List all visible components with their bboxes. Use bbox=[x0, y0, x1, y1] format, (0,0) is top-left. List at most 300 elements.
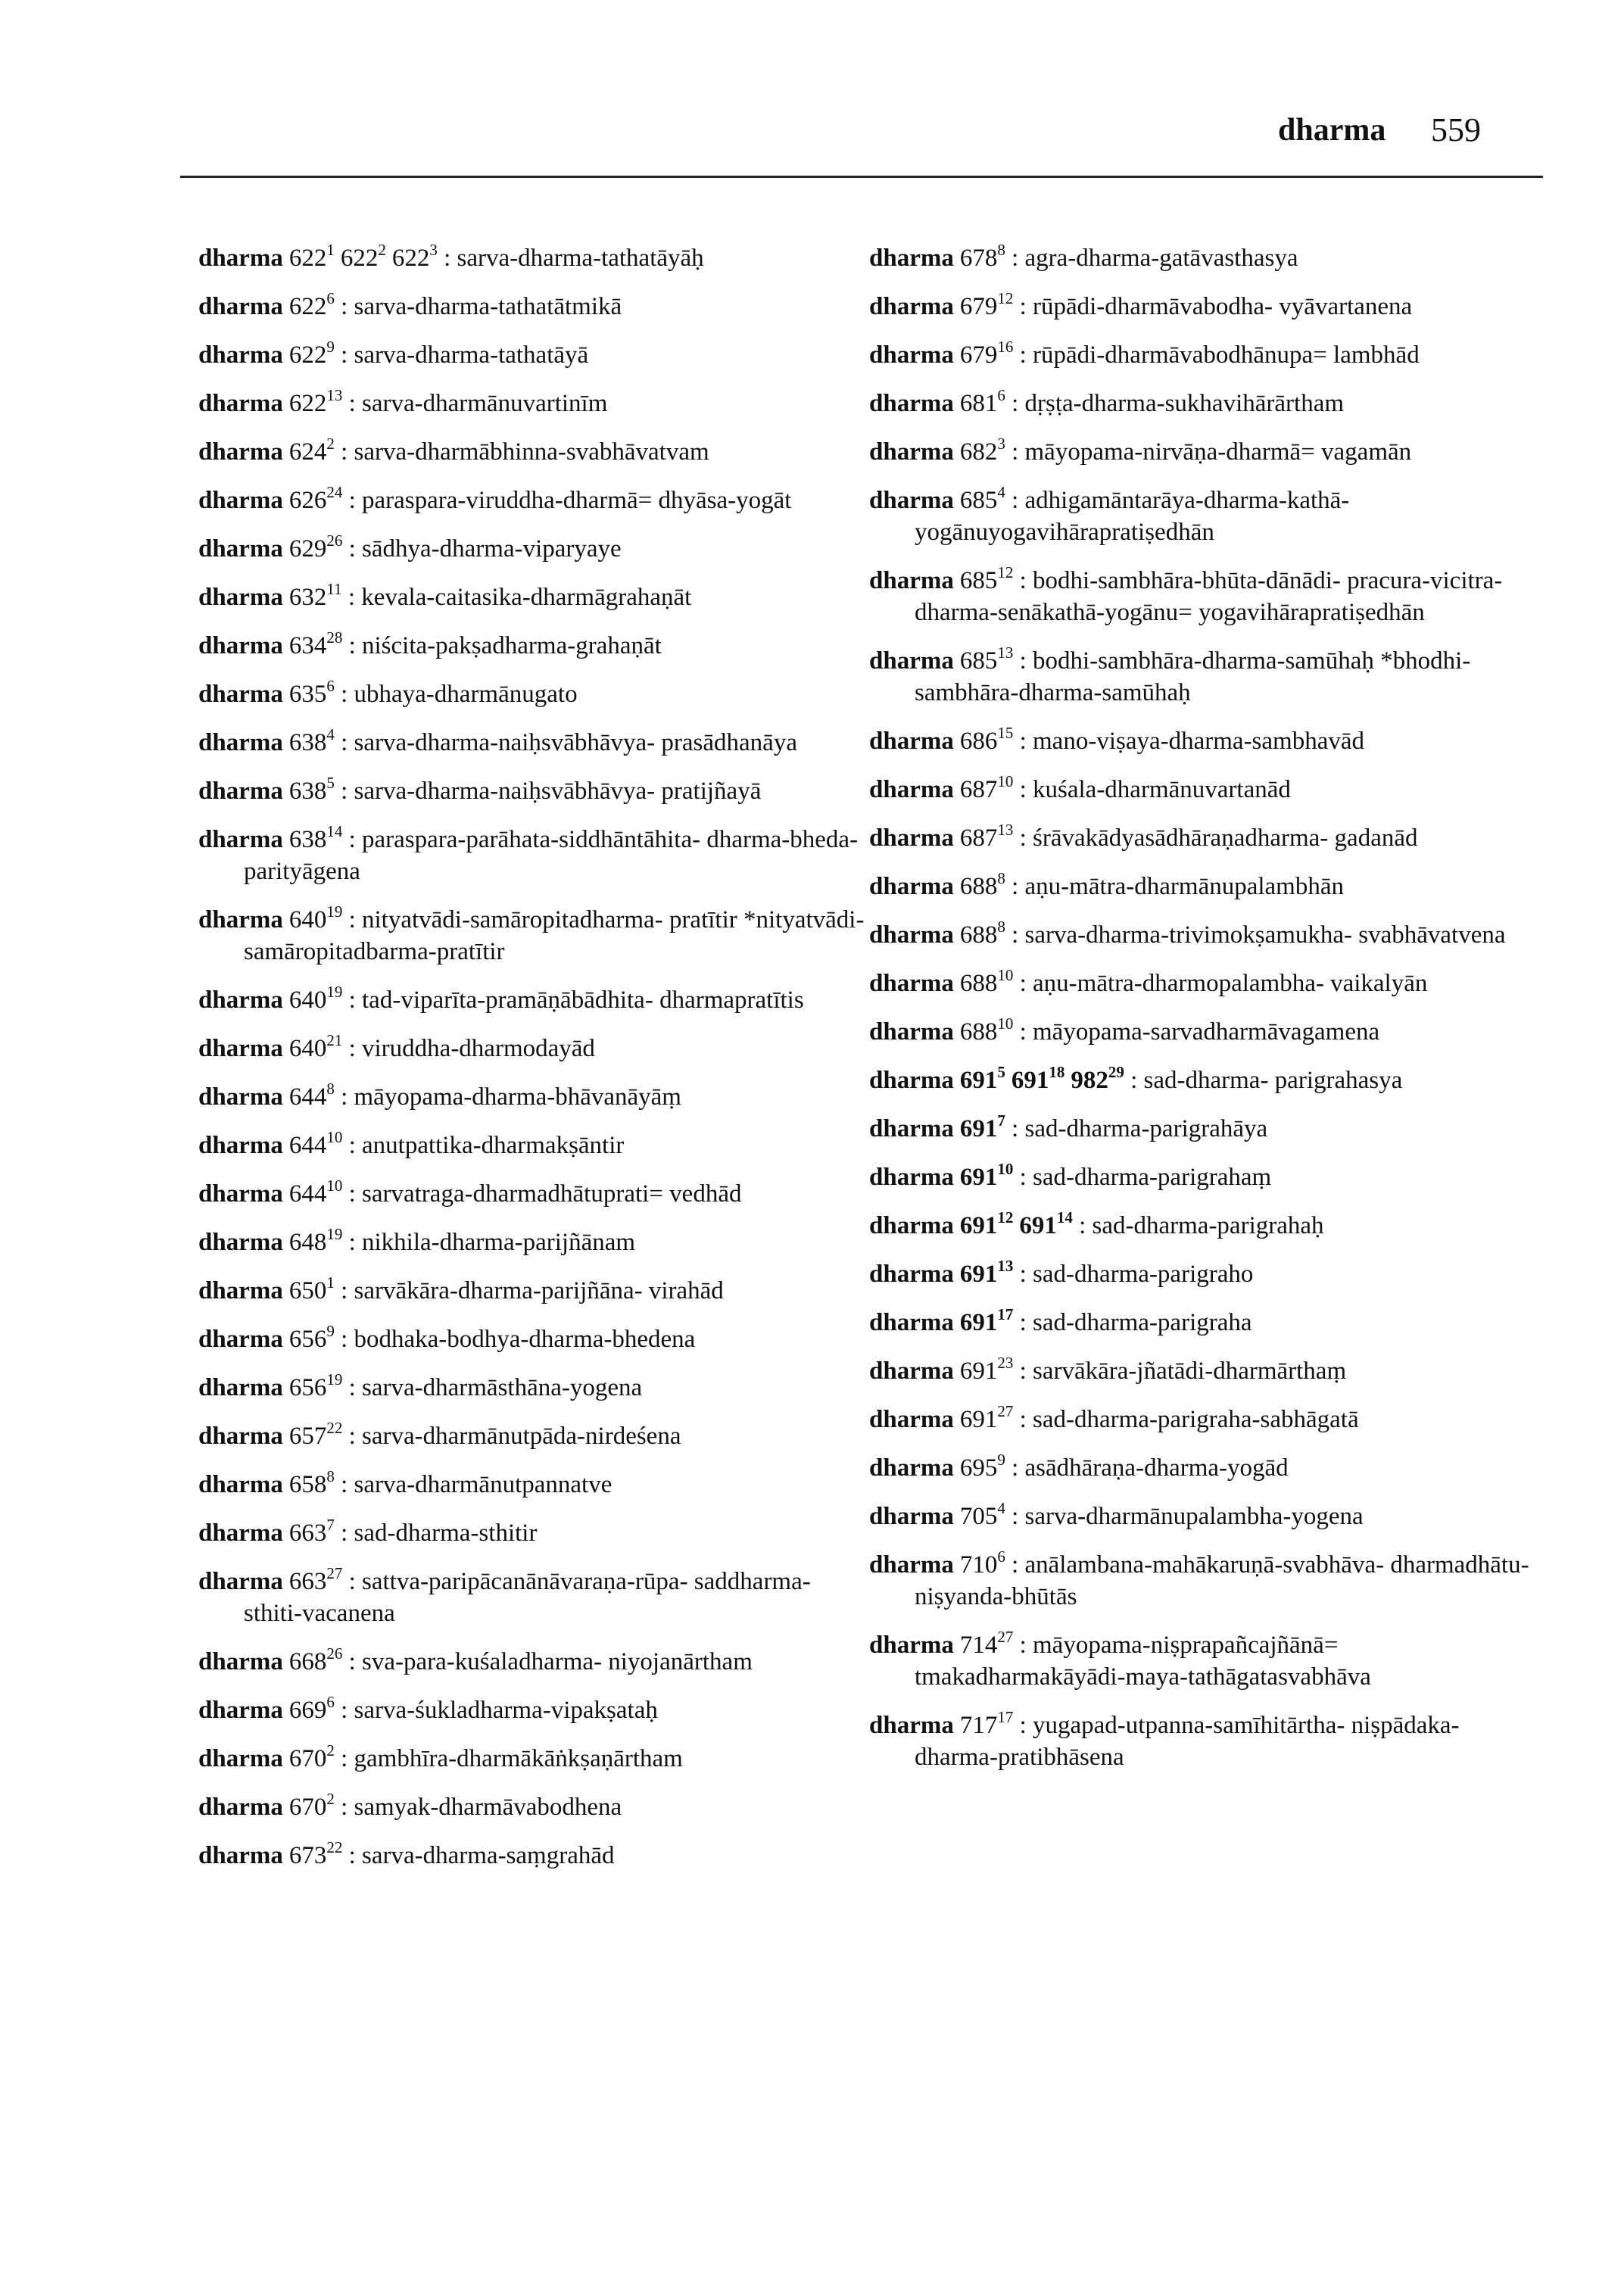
entry-text: : sarvākāra-dharma-parijñāna- virahād bbox=[341, 1277, 724, 1304]
reference-line: 9 bbox=[326, 1322, 335, 1340]
entry-term: dharma bbox=[198, 1423, 283, 1450]
reference-page: 691 bbox=[959, 1406, 998, 1433]
entry-reference bbox=[959, 724, 1014, 755]
entry-term: dharma bbox=[198, 1083, 283, 1111]
entry-term: dharma bbox=[198, 1842, 283, 1869]
entry-text: : māyopama-sarvadharmāvagamena bbox=[1019, 1018, 1380, 1046]
entry-text: : gambhīra-dharmākāṅkṣaṇārtham bbox=[341, 1745, 683, 1772]
entry-text: : sarva-dharmānuvartinīm bbox=[348, 390, 608, 417]
entry-text: : paraspara-viruddha-dharmā= dhyāsa-yogāt bbox=[348, 487, 792, 514]
index-entry bbox=[869, 645, 1535, 709]
entry-term: dharma bbox=[869, 1261, 954, 1288]
index-entry bbox=[198, 1646, 865, 1678]
left-column bbox=[198, 242, 865, 1888]
entry-term: dharma bbox=[869, 1357, 954, 1385]
reference-line: 24 bbox=[326, 483, 343, 501]
index-entry bbox=[198, 242, 865, 274]
entry-term: dharma bbox=[869, 567, 954, 594]
reference-page: 685 bbox=[959, 647, 998, 675]
reference-page: 640 bbox=[288, 906, 327, 933]
reference-page: 682 bbox=[959, 438, 998, 466]
index-entry bbox=[869, 291, 1535, 323]
index-entry bbox=[869, 1501, 1535, 1532]
entry-reference bbox=[288, 1516, 335, 1547]
entry-term: dharma bbox=[869, 1018, 954, 1046]
entry-text: : sad-dharma-parigrahaḥ bbox=[1079, 1212, 1324, 1239]
entry-text: : māyopama-dharma-bhāvanāyāṃ bbox=[341, 1083, 681, 1111]
reference-page: 691 bbox=[959, 1357, 998, 1385]
index-entry bbox=[869, 1355, 1535, 1387]
reference-line: 2 bbox=[326, 435, 335, 453]
reference-line: 19 bbox=[326, 1370, 343, 1389]
entry-reference bbox=[959, 644, 1014, 675]
index-entry bbox=[198, 533, 865, 565]
index-entry bbox=[198, 291, 865, 323]
reference-line: 6 bbox=[326, 289, 335, 307]
entry-reference bbox=[288, 677, 335, 708]
reference-page: 638 bbox=[288, 778, 327, 805]
entry-reference bbox=[288, 1128, 343, 1159]
index-entry bbox=[198, 678, 865, 710]
entry-term: dharma bbox=[198, 341, 283, 369]
reference-line: 17 bbox=[997, 1708, 1014, 1726]
entry-term: dharma bbox=[869, 341, 954, 369]
entry-term: dharma bbox=[198, 986, 283, 1014]
reference-line: 16 bbox=[997, 338, 1014, 356]
reference-page: 691 bbox=[959, 1212, 998, 1239]
reference-line: 4 bbox=[997, 483, 1005, 501]
index-entry bbox=[198, 1791, 865, 1823]
entry-reference bbox=[288, 580, 342, 611]
reference-page: 656 bbox=[288, 1326, 327, 1353]
entry-text: : sarva-dharma-tathatātmikā bbox=[341, 293, 622, 320]
index-entry bbox=[198, 1372, 865, 1404]
index-entry bbox=[869, 919, 1535, 951]
entry-text: : sarva-dharma-tathatāyāḥ bbox=[444, 245, 704, 272]
reference-line: 6 bbox=[997, 386, 1005, 404]
entry-text: : dṛṣṭa-dharma-sukhavihārārtham bbox=[1011, 390, 1345, 417]
index-entry bbox=[869, 871, 1535, 902]
reference-page: 626 bbox=[288, 487, 327, 514]
entry-reference bbox=[959, 241, 1005, 272]
entry-text: : sarvākāra-jñatādi-dharmārthaṃ bbox=[1019, 1357, 1347, 1385]
entry-text: : śrāvakādyasādhāraṇadharma- gadanād bbox=[1019, 824, 1418, 852]
reference-line: 2 bbox=[326, 1741, 335, 1759]
entry-term: dharma bbox=[869, 1406, 954, 1433]
entry-term: dharma bbox=[198, 729, 283, 756]
entry-text: : sarva-dharma-tathatāyā bbox=[341, 341, 589, 369]
reference-page: 685 bbox=[959, 487, 998, 514]
entry-reference bbox=[288, 1031, 343, 1062]
reference-page: 681 bbox=[959, 390, 998, 417]
entry-term: dharma bbox=[198, 438, 283, 466]
entry-reference bbox=[959, 869, 1005, 900]
reference-line: 13 bbox=[326, 386, 343, 404]
entry-term: dharma bbox=[869, 487, 954, 514]
entry-text: : anālambana-mahākaruṇā-svabhāva- dharmadhātu-niṣyanda-bhūtās bbox=[915, 1551, 1529, 1610]
entry-term: dharma bbox=[869, 245, 954, 272]
entry-text: : māyopama-nirvāṇa-dharmā= vagamān bbox=[1011, 438, 1412, 466]
reference-line: 3 bbox=[429, 241, 438, 259]
entry-term: dharma bbox=[869, 438, 954, 466]
index-entry bbox=[869, 1210, 1535, 1242]
entry-term: dharma bbox=[869, 1164, 954, 1191]
reference-page: 717 bbox=[959, 1712, 998, 1739]
entry-term: dharma bbox=[869, 1454, 954, 1482]
reference-line: 1 bbox=[326, 241, 335, 259]
reference-line: 12 bbox=[997, 563, 1014, 581]
entry-text: : sad-dharma-parigraha bbox=[1019, 1309, 1252, 1336]
entry-text: : māyopama-niṣprapañcajñānā= tmakadharmakāyādi-maya-tathāgatasvabhāva bbox=[915, 1632, 1371, 1691]
reference-page: 629 bbox=[288, 535, 327, 563]
reference-line: 26 bbox=[326, 531, 343, 550]
reference-page: 638 bbox=[288, 826, 327, 853]
entry-reference bbox=[959, 966, 1014, 997]
entry-term: dharma bbox=[869, 1115, 954, 1142]
reference-page: 624 bbox=[288, 438, 327, 466]
entry-text: : kevala-caitasika-dharmāgrahaṇāt bbox=[348, 584, 692, 611]
entry-term: dharma bbox=[198, 1035, 283, 1062]
reference-line: 6 bbox=[997, 1548, 1005, 1566]
reference-page: 670 bbox=[288, 1794, 327, 1821]
reference-line: 19 bbox=[326, 1225, 343, 1243]
index-entry bbox=[198, 824, 865, 887]
reference-line: 1 bbox=[326, 1273, 335, 1292]
entry-text: : sarva-dharma-naiḥsvābhāvya- prasādhanāya bbox=[341, 729, 797, 756]
reference-page: 688 bbox=[959, 921, 998, 949]
index-entry bbox=[869, 485, 1535, 548]
entry-term: dharma bbox=[198, 1648, 283, 1675]
index-entry bbox=[869, 774, 1535, 806]
reference-page: 691 bbox=[959, 1261, 998, 1288]
entry-text: : sādhya-dharma-viparyaye bbox=[348, 535, 622, 563]
entry-term: dharma bbox=[869, 1212, 954, 1239]
entry-text: : paraspara-parāhata-siddhāntāhita- dharma-bheda-parityāgena bbox=[244, 826, 859, 885]
entry-term: dharma bbox=[869, 1067, 954, 1094]
entry-reference bbox=[959, 1548, 1005, 1579]
entry-text: : bodhaka-bodhya-dharma-bhedena bbox=[341, 1326, 696, 1353]
index-entry bbox=[869, 725, 1535, 757]
entry-text: : samyak-dharmāvabodhena bbox=[341, 1794, 622, 1821]
index-entry bbox=[198, 388, 865, 419]
entry-reference bbox=[959, 1160, 1014, 1191]
reference-line: 2 bbox=[326, 1790, 335, 1808]
reference-line: 8 bbox=[997, 869, 1005, 887]
entry-term: dharma bbox=[869, 1551, 954, 1579]
entry-reference bbox=[1019, 1208, 1073, 1239]
reference-line: 10 bbox=[997, 772, 1014, 790]
entry-text: : bodhi-sambhāra-bhūta-dānādi- pracura-vicitra-dharma-senākathā-yogānu= yogavihārapratiṣedhān bbox=[915, 567, 1503, 626]
entry-reference bbox=[288, 1644, 343, 1675]
reference-page: 622 bbox=[288, 341, 327, 369]
index-entry bbox=[869, 1016, 1535, 1048]
entry-term: dharma bbox=[198, 1326, 283, 1353]
reference-page: 691 bbox=[1019, 1212, 1057, 1239]
reference-page: 622 bbox=[391, 245, 430, 272]
reference-page: 622 bbox=[288, 390, 327, 417]
entry-term: dharma bbox=[869, 776, 954, 803]
entry-term: dharma bbox=[198, 1132, 283, 1159]
entry-text: : adhigamāntarāya-dharma-kathā- yogānuyogavihārapratiṣedhān bbox=[915, 487, 1350, 546]
entry-term: dharma bbox=[198, 778, 283, 805]
reference-page: 686 bbox=[959, 728, 998, 755]
reference-line: 8 bbox=[997, 241, 1005, 259]
index-entry bbox=[198, 984, 865, 1016]
reference-line: 7 bbox=[326, 1516, 335, 1534]
reference-page: 705 bbox=[959, 1503, 998, 1530]
reference-page: 691 bbox=[959, 1309, 998, 1336]
page-header bbox=[0, 106, 1537, 151]
index-entry bbox=[198, 775, 865, 807]
entry-text: : sarva-śukladharma-vipakṣataḥ bbox=[341, 1697, 658, 1724]
index-entry bbox=[869, 822, 1535, 854]
reference-page: 669 bbox=[288, 1697, 327, 1724]
entry-text: : sad-dharma-parigrahaṃ bbox=[1019, 1164, 1272, 1191]
entry-reference bbox=[959, 289, 1014, 320]
entry-text: : nikhila-dharma-parijñānam bbox=[348, 1229, 636, 1256]
reference-page: 663 bbox=[288, 1568, 327, 1595]
reference-line: 8 bbox=[997, 918, 1005, 936]
entry-reference bbox=[288, 1790, 335, 1821]
entry-reference bbox=[959, 821, 1014, 852]
reference-page: 622 bbox=[288, 245, 327, 272]
reference-page: 691 bbox=[1011, 1067, 1049, 1094]
index-entry bbox=[198, 1420, 865, 1452]
reference-page: 638 bbox=[288, 729, 327, 756]
index-entry bbox=[198, 1694, 865, 1726]
index-entry bbox=[198, 1517, 865, 1549]
reference-page: 640 bbox=[288, 986, 327, 1014]
entry-term: dharma bbox=[198, 1180, 283, 1208]
reference-line: 27 bbox=[997, 1402, 1014, 1420]
reference-page: 622 bbox=[340, 245, 379, 272]
entry-reference bbox=[288, 725, 335, 756]
index-entry bbox=[869, 1064, 1535, 1096]
reference-line: 10 bbox=[997, 1160, 1014, 1178]
reference-line: 10 bbox=[326, 1128, 343, 1146]
reference-page: 658 bbox=[288, 1471, 327, 1498]
reference-line: 7 bbox=[997, 1111, 1005, 1130]
entry-text: : sva-para-kuśaladharma- niyojanārtham bbox=[348, 1648, 753, 1675]
entry-text: : rūpādi-dharmāvabodhānupa= lambhād bbox=[1019, 341, 1420, 369]
entry-term: dharma bbox=[869, 647, 954, 675]
entry-text: : sad-dharma-parigraha-sabhāgatā bbox=[1019, 1406, 1359, 1433]
entry-reference bbox=[288, 1177, 343, 1208]
entry-term: dharma bbox=[198, 1519, 283, 1547]
reference-page: 635 bbox=[288, 681, 327, 708]
reference-line: 18 bbox=[1049, 1063, 1065, 1081]
reference-line: 2 bbox=[378, 241, 386, 259]
entry-reference bbox=[959, 1015, 1014, 1046]
index-entry bbox=[198, 1081, 865, 1113]
entry-term: dharma bbox=[869, 293, 954, 320]
entry-term: dharma bbox=[198, 293, 283, 320]
entry-term: dharma bbox=[198, 1229, 283, 1256]
entry-term: dharma bbox=[198, 1277, 283, 1304]
reference-page: 691 bbox=[959, 1164, 998, 1191]
entry-reference bbox=[288, 1419, 343, 1450]
entry-term: dharma bbox=[198, 826, 283, 853]
entry-reference bbox=[288, 1838, 343, 1869]
reference-page: 688 bbox=[959, 970, 998, 997]
reference-page: 634 bbox=[288, 632, 327, 659]
entry-reference bbox=[959, 772, 1014, 803]
reference-page: 622 bbox=[288, 293, 327, 320]
reference-line: 10 bbox=[326, 1177, 343, 1195]
entry-term: dharma bbox=[198, 1374, 283, 1401]
index-entry bbox=[198, 1033, 865, 1064]
reference-line: 14 bbox=[1056, 1208, 1073, 1226]
reference-line: 14 bbox=[326, 822, 343, 840]
index-entry bbox=[198, 727, 865, 759]
entry-reference bbox=[1011, 1063, 1065, 1094]
entry-text: : anutpattika-dharmakṣāntir bbox=[348, 1132, 625, 1159]
entry-reference bbox=[288, 1741, 335, 1772]
entry-reference bbox=[959, 1208, 1014, 1239]
entry-text: : tad-viparīta-pramāṇābādhita- dharmapratītis bbox=[348, 986, 804, 1014]
reference-line: 9 bbox=[997, 1451, 1005, 1469]
entry-text: : sad-dharma-sthitir bbox=[341, 1519, 538, 1547]
entry-text: : sarva-dharmābhinna-svabhāvatvam bbox=[341, 438, 709, 466]
page-number: 559 bbox=[1431, 111, 1481, 148]
index-entry bbox=[869, 968, 1535, 999]
reference-line: 12 bbox=[997, 289, 1014, 307]
reference-line: 5 bbox=[326, 774, 335, 792]
index-entry bbox=[198, 1840, 865, 1872]
entry-text: : viruddha-dharmodayād bbox=[348, 1035, 595, 1062]
reference-page: 657 bbox=[288, 1423, 327, 1450]
entry-text: : sarva-dharmānutpannatve bbox=[341, 1471, 613, 1498]
entry-text: : sarva-dharmāsthāna-yogena bbox=[348, 1374, 643, 1401]
entry-text: : bodhi-sambhāra-dharma-samūhaḥ *bhodhi-sambhāra-dharma-samūhaḥ bbox=[915, 647, 1471, 706]
index-entry bbox=[869, 1452, 1535, 1484]
entry-reference bbox=[340, 241, 386, 272]
entry-term: dharma bbox=[869, 1503, 954, 1530]
entry-text: : ubhaya-dharmānugato bbox=[341, 681, 578, 708]
reference-page: 644 bbox=[288, 1083, 327, 1111]
reference-line: 19 bbox=[326, 902, 343, 921]
reference-page: 644 bbox=[288, 1180, 327, 1208]
entry-reference bbox=[288, 902, 343, 933]
reference-line: 15 bbox=[997, 724, 1014, 742]
entry-reference bbox=[288, 628, 343, 659]
entry-text: : mano-viṣaya-dharma-sambhavād bbox=[1019, 728, 1365, 755]
entry-term: dharma bbox=[198, 681, 283, 708]
entry-reference bbox=[959, 1354, 1014, 1385]
entry-reference bbox=[959, 483, 1005, 514]
reference-page: 632 bbox=[288, 584, 327, 611]
index-entry bbox=[198, 581, 865, 613]
index-entry bbox=[198, 339, 865, 371]
reference-line: 27 bbox=[997, 1628, 1014, 1646]
reference-page: 679 bbox=[959, 341, 998, 369]
entry-term: dharma bbox=[198, 1794, 283, 1821]
reference-line: 22 bbox=[326, 1419, 343, 1437]
entry-reference bbox=[959, 1063, 1005, 1094]
reference-line: 17 bbox=[997, 1305, 1014, 1323]
reference-page: 670 bbox=[288, 1745, 327, 1772]
entry-reference bbox=[288, 289, 335, 320]
index-entry bbox=[869, 1710, 1535, 1773]
reference-page: 691 bbox=[959, 1115, 998, 1142]
entry-text: : sattva-paripācanānāvaraṇa-rūpa- saddharma-sthiti-vacanena bbox=[244, 1568, 811, 1627]
entry-term: dharma bbox=[198, 245, 283, 272]
entry-text: : aṇu-mātra-dharmopalambha- vaikalyān bbox=[1019, 970, 1428, 997]
entry-term: dharma bbox=[869, 1632, 954, 1659]
entry-term: dharma bbox=[198, 1568, 283, 1595]
entry-text: : sarva-dharma-naiḥsvābhāvya- pratijñayā bbox=[341, 778, 762, 805]
entry-reference bbox=[959, 1305, 1014, 1336]
entry-reference bbox=[288, 386, 343, 417]
index-entry bbox=[869, 339, 1535, 371]
reference-page: 663 bbox=[288, 1519, 327, 1547]
entry-reference bbox=[959, 1628, 1014, 1659]
index-entry bbox=[869, 1113, 1535, 1145]
reference-line: 13 bbox=[997, 821, 1014, 839]
entry-reference bbox=[959, 1708, 1014, 1739]
entry-reference bbox=[288, 241, 335, 272]
index-entry bbox=[198, 630, 865, 662]
entry-text: : sarva-dharma-trivimokṣamukha- svabhāvatvena bbox=[1011, 921, 1506, 949]
entry-reference bbox=[288, 1080, 335, 1111]
entry-term: dharma bbox=[869, 921, 954, 949]
reference-line: 6 bbox=[326, 677, 335, 695]
index-entry bbox=[869, 1161, 1535, 1193]
index-entry bbox=[198, 904, 865, 968]
entry-reference bbox=[288, 1564, 343, 1595]
entry-term: dharma bbox=[869, 970, 954, 997]
entry-reference bbox=[288, 983, 343, 1014]
entry-text: : sad-dharma- parigrahasya bbox=[1130, 1067, 1403, 1094]
index-entry bbox=[869, 1404, 1535, 1435]
reference-page: 640 bbox=[288, 1035, 327, 1062]
entry-reference bbox=[288, 1273, 335, 1304]
index-entry bbox=[869, 1629, 1535, 1693]
reference-page: 668 bbox=[288, 1648, 327, 1675]
index-entry bbox=[869, 242, 1535, 274]
index-entry bbox=[198, 1130, 865, 1161]
entry-reference bbox=[288, 1370, 343, 1401]
reference-page: 650 bbox=[288, 1277, 327, 1304]
entry-reference bbox=[959, 338, 1014, 369]
entry-text: : sad-dharma-parigrahāya bbox=[1011, 1115, 1268, 1142]
entry-reference bbox=[288, 531, 343, 563]
entry-reference bbox=[959, 386, 1005, 417]
reference-line: 28 bbox=[326, 628, 343, 647]
entry-text: : sarvatraga-dharmadhātuprati= vedhād bbox=[348, 1180, 742, 1208]
reference-line: 19 bbox=[326, 983, 343, 1001]
reference-line: 11 bbox=[326, 580, 342, 598]
running-head-word: dharma bbox=[1278, 113, 1386, 148]
entry-text: : sarva-dharmānutpāda-nirdeśena bbox=[348, 1423, 681, 1450]
reference-page: 688 bbox=[959, 1018, 998, 1046]
entry-reference bbox=[959, 563, 1014, 594]
entry-reference bbox=[959, 1499, 1005, 1530]
index-entry bbox=[198, 436, 865, 468]
entry-reference bbox=[288, 1467, 335, 1498]
reference-line: 13 bbox=[997, 644, 1014, 662]
reference-page: 982 bbox=[1071, 1067, 1108, 1094]
index-entry bbox=[869, 565, 1535, 628]
entry-reference bbox=[1071, 1063, 1124, 1094]
reference-line: 26 bbox=[326, 1644, 343, 1663]
index-entry bbox=[198, 485, 865, 516]
index-entry bbox=[869, 388, 1535, 419]
reference-page: 688 bbox=[959, 873, 998, 900]
entry-reference bbox=[288, 822, 343, 853]
entry-term: dharma bbox=[198, 1471, 283, 1498]
reference-page: 687 bbox=[959, 776, 998, 803]
